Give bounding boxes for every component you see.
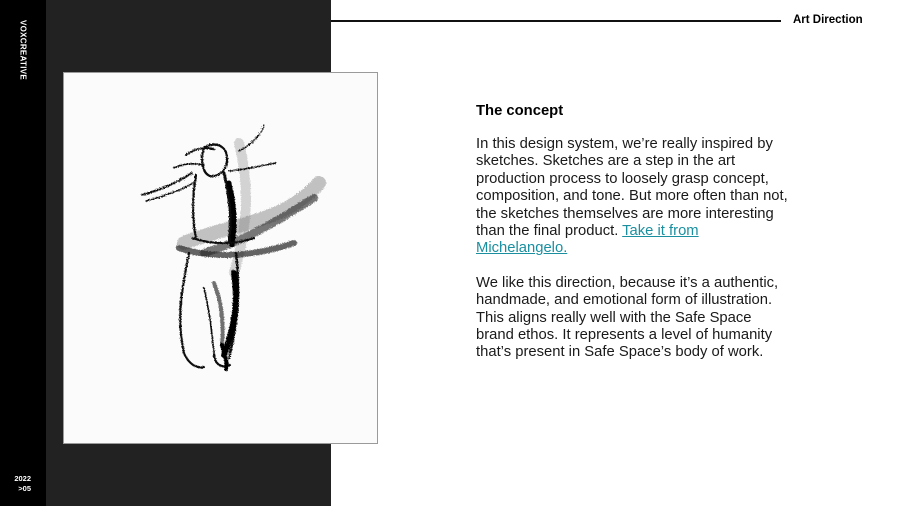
page-number: >05 (18, 484, 31, 493)
text-content (476, 102, 788, 379)
michelangelo-link[interactable]: Take it from Michelangelo. (476, 223, 699, 257)
concept-heading: The concept (476, 103, 564, 119)
header-divider (331, 20, 781, 22)
brand-logo-text: VOXCREATIVE (18, 19, 28, 81)
section-title: Art Direction (793, 14, 863, 26)
paragraph-1-text: In this design system, we’re really inspired by sketches. Sketches are a step in the art production process to loosely grasp concept, composition, and tone. But more often than not, the sketches themselves are more interesting than the final product. (476, 136, 788, 240)
concept-paragraph-2: We like this direction, because it’s a authentic, handmade, and emotional form of illustration. This aligns really well with the Safe Space brand ethos. It represents a level of humanity that’s present in Safe Space’s body of work. (476, 274, 779, 361)
dancer-sketch-illustration (64, 73, 379, 445)
footer-year: 2022 (14, 474, 31, 483)
left-sidebar (0, 0, 46, 506)
footer-page-info (0, 474, 40, 494)
illustration-frame (63, 72, 378, 444)
concept-paragraph-1 (476, 136, 788, 258)
